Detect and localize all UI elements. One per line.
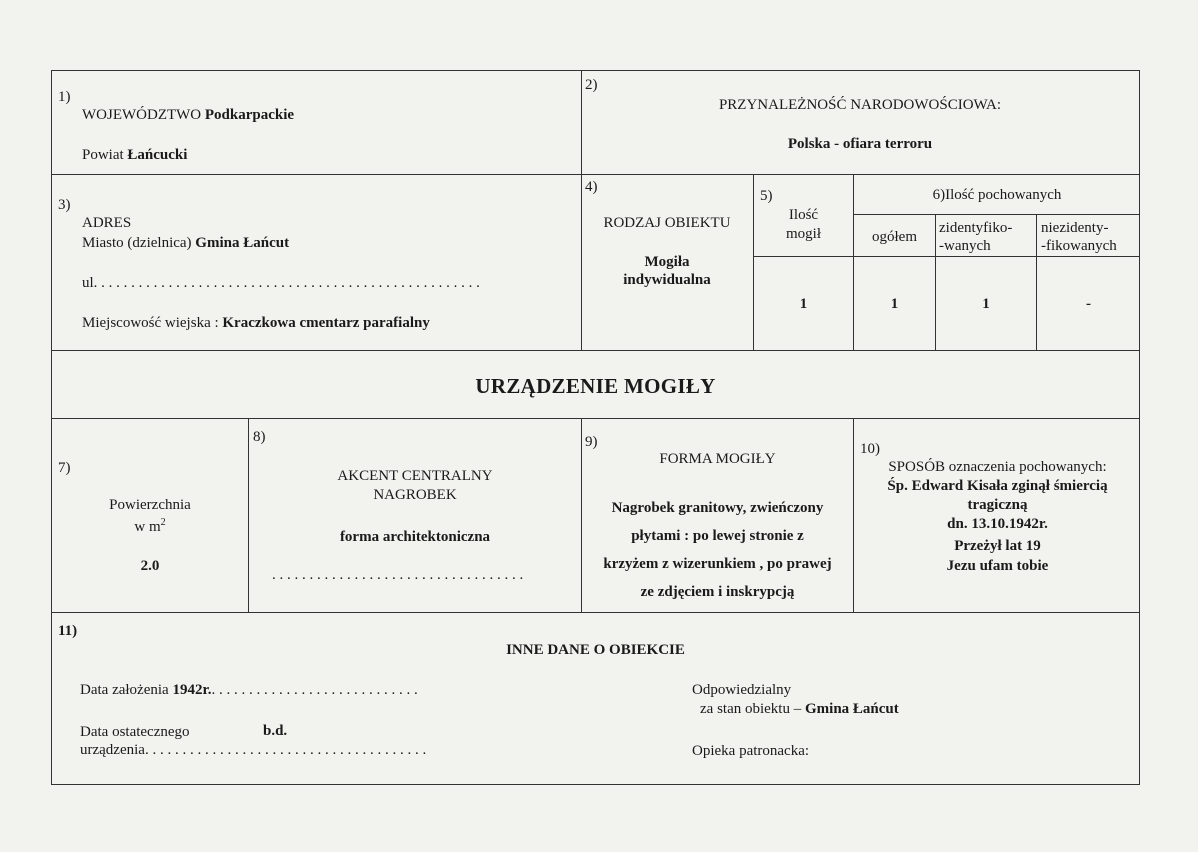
area-unit: w m bbox=[134, 519, 161, 535]
founding-date-value: 1942r. bbox=[172, 682, 212, 698]
col-divider bbox=[853, 418, 854, 612]
grave-form-line: ze zdjęciem i inskrypcją bbox=[640, 584, 795, 600]
final-arrangement-label-1: Data ostatecznego bbox=[80, 724, 190, 740]
village-value: Kraczkowa cmentarz parafialny bbox=[222, 315, 430, 331]
city-value: Gmina Łańcut bbox=[195, 235, 290, 251]
other-data-title: INNE DANE O OBIEKCIE bbox=[506, 642, 685, 658]
responsible-value: Gmina Łańcut bbox=[804, 701, 899, 717]
col-total-header: ogółem bbox=[872, 229, 917, 245]
patronage-label: Opieka patronacka: bbox=[692, 743, 810, 759]
grave-form-line: krzyżem z wizerunkiem , po prawej bbox=[603, 556, 832, 572]
col-identified-header-1: zidentyfiko- bbox=[939, 220, 1013, 236]
county-field bbox=[82, 146, 187, 164]
buried-count-heading: 6)Ilość pochowanych bbox=[932, 187, 1062, 203]
burial-marking-label: SPOSÓB oznaczenia pochowanych: bbox=[888, 459, 1107, 475]
central-accent-dots: . . . . . . . . . . . . . . . . . . . . . . . . . . . . . . . . . . bbox=[272, 567, 524, 583]
burial-marking-line: dn. 13.10.1942r. bbox=[947, 516, 1048, 532]
village-label: Miejscowość wiejska : bbox=[82, 315, 219, 331]
city-label: Miasto (dzielnica) bbox=[82, 235, 192, 251]
nationality-value: Polska - ofiara terroru bbox=[787, 136, 933, 152]
burial-marking-line: Śp. Edward Kisała zginął śmiercią bbox=[887, 478, 1108, 494]
field-number-10: 10) bbox=[860, 441, 880, 457]
burial-marking-line: tragiczną bbox=[967, 497, 1028, 513]
central-accent-label-1: AKCENT CENTRALNY bbox=[337, 468, 493, 484]
field-number-5: 5) bbox=[760, 188, 773, 204]
field-number-2: 2) bbox=[585, 77, 598, 93]
field-number-1: 1) bbox=[58, 89, 71, 105]
area-label-1: Powierzchnia bbox=[109, 497, 191, 513]
object-type-label: RODZAJ OBIEKTU bbox=[603, 215, 731, 231]
table-header-divider bbox=[853, 214, 1140, 215]
col-divider bbox=[935, 214, 936, 350]
grave-form-line: płytami : po lewej stronie z bbox=[631, 528, 804, 544]
row-divider bbox=[51, 350, 1140, 351]
street-field: ul. . . . . . . . . . . . . . . . . . . . . . . . . . . . . . . . . . . . . . . . . . . . . . . . . . . . bbox=[82, 275, 480, 291]
field-number-7: 7) bbox=[58, 460, 71, 476]
central-accent-value: forma architektoniczna bbox=[339, 529, 491, 545]
col-divider bbox=[581, 70, 582, 350]
grave-form-line: Nagrobek granitowy, zwieńczony bbox=[611, 500, 824, 516]
field-number-11: 11) bbox=[58, 623, 78, 639]
section-title: URZĄDZENIE MOGIŁY bbox=[475, 374, 716, 398]
row-divider bbox=[51, 418, 1140, 419]
voivodeship-field bbox=[82, 106, 294, 124]
final-arrangement-label-2: urządzenia bbox=[80, 742, 145, 758]
final-arrangement-dots: . . . . . . . . . . . . . . . . . . . . . . . . . . . . . . . . . . . . . . bbox=[144, 742, 427, 758]
row-divider bbox=[51, 612, 1140, 613]
field-number-9: 9) bbox=[585, 434, 598, 450]
final-arrangement-value: b.d. bbox=[263, 723, 288, 739]
responsible-field bbox=[700, 700, 899, 718]
col-identified-header-2: -wanych bbox=[939, 238, 991, 254]
field-number-3: 3) bbox=[58, 197, 71, 213]
central-accent-label-2: NAGROBEK bbox=[373, 487, 457, 503]
col-unidentified-header-2: -fikowanych bbox=[1041, 238, 1117, 254]
village-field bbox=[82, 314, 430, 332]
responsible-label-1: Odpowiedzialny bbox=[692, 682, 792, 698]
unidentified-value: - bbox=[1086, 296, 1091, 312]
col-divider bbox=[753, 174, 754, 350]
grave-form-label: FORMA MOGIŁY bbox=[659, 451, 776, 467]
voivodeship-value: Podkarpackie bbox=[204, 107, 295, 123]
area-label-2 bbox=[52, 514, 248, 536]
col-divider bbox=[248, 418, 249, 612]
founding-date-label: Data założenia bbox=[80, 682, 169, 698]
col-unidentified-header-1: niezidenty- bbox=[1041, 220, 1109, 236]
county-value: Łańcucki bbox=[127, 147, 188, 163]
table-values-divider bbox=[753, 256, 1140, 257]
final-arrangement-field bbox=[80, 741, 426, 759]
field-number-8: 8) bbox=[253, 429, 266, 445]
graves-count-label-2: mogił bbox=[785, 226, 821, 242]
graves-count-value: 1 bbox=[799, 296, 808, 312]
city-field bbox=[82, 234, 289, 252]
address-heading: ADRES bbox=[82, 215, 132, 231]
founding-date-field bbox=[80, 681, 418, 699]
area-unit-exponent: 2 bbox=[160, 517, 166, 528]
county-label: Powiat bbox=[82, 147, 124, 163]
col-divider bbox=[1036, 214, 1037, 350]
nationality-label: PRZYNALEŻNOŚĆ NARODOWOŚCIOWA: bbox=[718, 97, 1002, 113]
row-divider bbox=[51, 174, 1140, 175]
founding-date-dots: . . . . . . . . . . . . . . . . . . . . . . . . . . . . bbox=[211, 682, 418, 698]
total-value: 1 bbox=[890, 296, 899, 312]
object-type-value-1: Mogiła bbox=[644, 254, 690, 270]
identified-value: 1 bbox=[982, 296, 990, 312]
area-value: 2.0 bbox=[140, 558, 160, 574]
responsible-label-2: za stan obiektu – bbox=[700, 701, 802, 717]
burial-marking-line: Jezu ufam tobie bbox=[946, 558, 1049, 574]
burial-marking-line: Przeżył lat 19 bbox=[954, 538, 1041, 554]
object-type-value-2: indywidualna bbox=[623, 272, 711, 288]
graves-count-label-1: Ilość bbox=[788, 207, 819, 223]
voivodeship-label: WOJEWÓDZTWO bbox=[82, 107, 202, 123]
field-number-4: 4) bbox=[585, 179, 598, 195]
